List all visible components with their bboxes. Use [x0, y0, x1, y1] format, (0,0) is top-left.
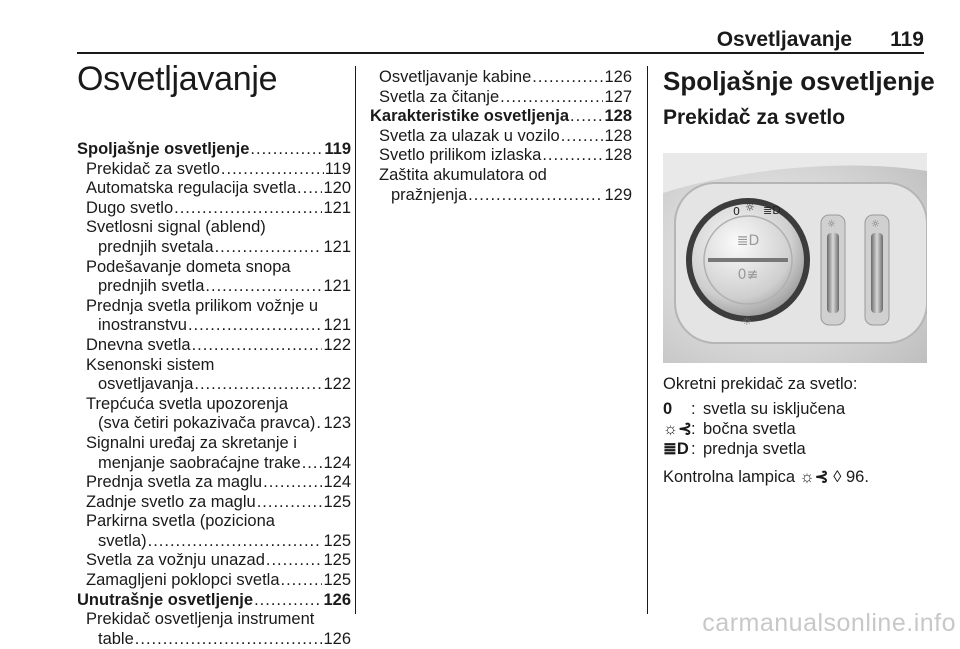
photo-caption: Okretni prekidač za svetlo:: [663, 375, 858, 393]
toc-page-number: 119: [324, 159, 351, 178]
toc-entry-row: [77, 591, 351, 611]
toc-item[interactable]: [77, 336, 351, 356]
dot-leader: [215, 238, 323, 258]
toc-entry-row: [86, 473, 351, 493]
toc-entry-row: [86, 199, 351, 219]
toc-entry-row: [379, 68, 632, 88]
toc-label: Prednja svetla za maglu: [86, 473, 263, 492]
toc-column-2: [370, 68, 632, 205]
toc-item-line: Signalni uređaj za skretanje i: [86, 433, 297, 452]
toc-label: (sva četiri pokazivača pravca): [98, 414, 316, 433]
toc-item[interactable]: [77, 297, 351, 336]
toc-item[interactable]: [77, 434, 351, 473]
toc-page-number: 128: [604, 107, 632, 126]
legend-colon: :: [691, 400, 696, 418]
toc-label: table: [98, 629, 134, 648]
dot-leader: [500, 88, 603, 108]
dot-leader: [263, 473, 322, 493]
toc-label: Osvetljavanje kabine: [379, 68, 532, 86]
page-ref-arrow-icon: ◊: [833, 468, 842, 486]
toc-column-1: [77, 140, 351, 649]
toc-page-number: 121: [323, 237, 351, 256]
column-divider-1: [355, 66, 356, 614]
toc-label: Svetlo prilikom izlaska: [379, 146, 542, 165]
symbol-legend: [663, 399, 845, 459]
toc-section[interactable]: [77, 591, 351, 611]
toc-label: Automatska regulacija svetla: [86, 179, 297, 198]
toc-label: svetla): [98, 531, 147, 550]
column-divider-2: [647, 66, 648, 614]
headlight-icon: ≣D: [663, 440, 689, 458]
toc-item[interactable]: [370, 146, 632, 166]
toc-label: Unutrašnje osvetljenje: [77, 590, 254, 609]
svg-text:☼: ☼: [871, 219, 880, 230]
legend-text: bočna svetla: [703, 420, 796, 438]
toc-entry-row: [370, 107, 632, 127]
toc-item[interactable]: [77, 571, 351, 591]
toc-page-number: 124: [323, 453, 351, 472]
toc-page-number: 121: [323, 316, 351, 335]
dot-leader: [205, 277, 322, 297]
header-rule: [77, 52, 924, 54]
toc-item-line: Ksenonski sistem: [86, 355, 215, 374]
toc-page-number: 126: [604, 68, 632, 86]
toc-section[interactable]: [370, 107, 632, 127]
toc-label: prednjih svetla: [98, 277, 205, 296]
toc-label: Svetla za čitanje: [379, 87, 500, 106]
toc-entry-row: [86, 179, 351, 199]
toc-page-number: 129: [604, 185, 632, 204]
dot-leader: [266, 551, 323, 571]
toc-item[interactable]: [370, 166, 632, 205]
toc-entry-row: [86, 238, 351, 258]
sidelight-icon: ☼⊰: [799, 468, 829, 486]
toc-page-number: 126: [323, 590, 351, 609]
svg-text:≣D: ≣D: [736, 233, 760, 249]
toc-label: Dugo svetlo: [86, 198, 174, 217]
toc-label: prednjih svetala: [98, 237, 214, 256]
toc-label: Svetla za ulazak u vozilo: [379, 126, 560, 145]
toc-page-number: 121: [323, 277, 351, 296]
svg-text:0: 0: [733, 205, 740, 218]
toc-item-line: Trepćuća svetla upozorenja: [86, 394, 289, 413]
dot-leader: [542, 146, 603, 166]
dot-leader: [250, 140, 323, 160]
toc-label: Spoljašnje osvetljenje: [77, 140, 250, 158]
page-header: [77, 28, 924, 52]
indicator-reference: [663, 467, 869, 487]
toc-item-line: Parkirna svetla (poziciona: [86, 512, 275, 531]
toc-page-number: 128: [604, 146, 632, 165]
legend-colon: :: [691, 420, 696, 438]
toc-entry-row: [86, 454, 351, 474]
toc-page-number: 122: [323, 375, 351, 394]
legend-colon: :: [691, 440, 696, 458]
dot-leader: [192, 336, 323, 356]
toc-item[interactable]: [77, 218, 351, 257]
subsection-heading: Prekidač za svetlo: [663, 106, 846, 129]
svg-text:☼: ☼: [742, 315, 752, 328]
toc-entry-row: [86, 551, 351, 571]
svg-text:☼: ☼: [827, 219, 836, 230]
dot-leader: [302, 454, 323, 474]
dot-leader: [194, 375, 322, 395]
toc-label: inostranstvu: [98, 316, 187, 335]
legend-row: [663, 399, 845, 419]
toc-page-number: 126: [323, 629, 351, 648]
toc-entry-row: [86, 160, 351, 180]
dot-leader: [174, 199, 322, 219]
toc-label: pražnjenja: [391, 185, 468, 204]
toc-item[interactable]: [77, 160, 351, 180]
toc-page-number: 125: [323, 492, 351, 511]
toc-item[interactable]: [77, 395, 351, 434]
header-page-number: 119: [890, 28, 924, 51]
toc-entry-row: [86, 336, 351, 356]
toc-item[interactable]: [370, 88, 632, 108]
chapter-title: Osvetljavanje: [77, 60, 278, 98]
dot-leader: [148, 532, 323, 552]
toc-item-line: Zaštita akumulatora od: [379, 165, 547, 184]
toc-label: osvetljavanja: [98, 375, 194, 394]
toc-label: Zadnje svetlo za maglu: [86, 492, 256, 511]
toc-item-line: Podešavanje dometa snopa: [86, 257, 291, 276]
toc-label: Svetla za vožnju unazad: [86, 551, 265, 570]
toc-item[interactable]: [77, 199, 351, 219]
toc-page-number: 123: [323, 414, 351, 433]
toc-entry-row: [86, 630, 351, 649]
lights-off-icon: 0: [663, 400, 673, 418]
dot-leader: [257, 493, 323, 513]
toc-item[interactable]: [77, 551, 351, 571]
toc-item[interactable]: [77, 610, 351, 649]
toc-label: Karakteristike osvetljenja: [370, 107, 570, 126]
toc-entry-row: [86, 316, 351, 336]
toc-page-number: 120: [323, 179, 351, 198]
dot-leader: [316, 414, 322, 434]
toc-page-number: 128: [604, 126, 632, 145]
toc-label: menjanje saobraćajne trake: [98, 453, 301, 472]
toc-label: Prekidač za svetlo: [86, 159, 220, 178]
toc-item[interactable]: [77, 356, 351, 395]
toc-item-line: Prekidač osvetljenja instrument: [86, 610, 315, 629]
toc-entry-row: [379, 127, 632, 147]
toc-item[interactable]: [77, 473, 351, 493]
toc-page-number: 122: [323, 335, 351, 354]
light-switch-photo: [663, 153, 927, 363]
ref-page[interactable]: 96.: [845, 468, 869, 486]
toc-item[interactable]: [77, 179, 351, 199]
dot-leader: [254, 591, 322, 611]
dot-leader: [135, 630, 323, 649]
toc-entry-row: [379, 186, 632, 206]
ref-text: Kontrolna lampica: [663, 468, 796, 486]
toc-page-number: 125: [323, 531, 351, 550]
toc-entry-row: [86, 277, 351, 297]
toc-entry-row: [77, 140, 351, 160]
watermark: carmanualsonline.info: [702, 609, 956, 637]
legend-row: [663, 419, 845, 439]
toc-entry-row: [86, 375, 351, 395]
dot-leader: [468, 186, 603, 206]
toc-item-line: Prednja svetla prilikom vožnje u: [86, 296, 319, 315]
toc-item[interactable]: [77, 512, 351, 551]
legend-text: prednja svetla: [703, 440, 806, 458]
toc-page-number: 121: [323, 198, 351, 217]
dot-leader: [297, 179, 322, 199]
toc-item[interactable]: [77, 493, 351, 513]
header-section: Osvetljavanje: [716, 28, 853, 51]
toc-item-line: Svetlosni signal (ablend): [86, 218, 266, 237]
dot-leader: [570, 107, 603, 127]
toc-page-number: 127: [604, 87, 632, 106]
toc-page-number: 119: [324, 140, 351, 158]
toc-section[interactable]: [77, 140, 351, 160]
dot-leader: [561, 127, 604, 147]
legend-row: [663, 439, 845, 459]
toc-item[interactable]: [370, 68, 632, 88]
dot-leader: [281, 571, 323, 591]
svg-text:≣D: ≣D: [763, 204, 781, 217]
toc-label: Dnevna svetla: [86, 335, 191, 354]
section-heading: Spoljašnje osvetljenje: [663, 66, 935, 96]
toc-entry-row: [86, 532, 351, 552]
toc-entry-row: [86, 571, 351, 591]
toc-page-number: 125: [323, 571, 351, 590]
toc-entry-row: [379, 88, 632, 108]
sidelight-icon: ☼⊰: [663, 420, 692, 438]
svg-text:0≢: 0≢: [737, 267, 759, 283]
dot-leader: [221, 160, 324, 180]
toc-page-number: 124: [323, 473, 351, 492]
dot-leader: [188, 316, 323, 336]
toc-entry-row: [86, 493, 351, 513]
toc-entry-row: [379, 146, 632, 166]
svg-text:☼: ☼: [745, 201, 755, 214]
dot-leader: [532, 68, 603, 88]
toc-page-number: 125: [323, 551, 351, 570]
legend-text: svetla su isključena: [703, 400, 846, 418]
toc-entry-row: [86, 414, 351, 434]
toc-item[interactable]: [370, 127, 632, 147]
toc-label: Zamagljeni poklopci svetla: [86, 571, 280, 590]
toc-item[interactable]: [77, 258, 351, 297]
